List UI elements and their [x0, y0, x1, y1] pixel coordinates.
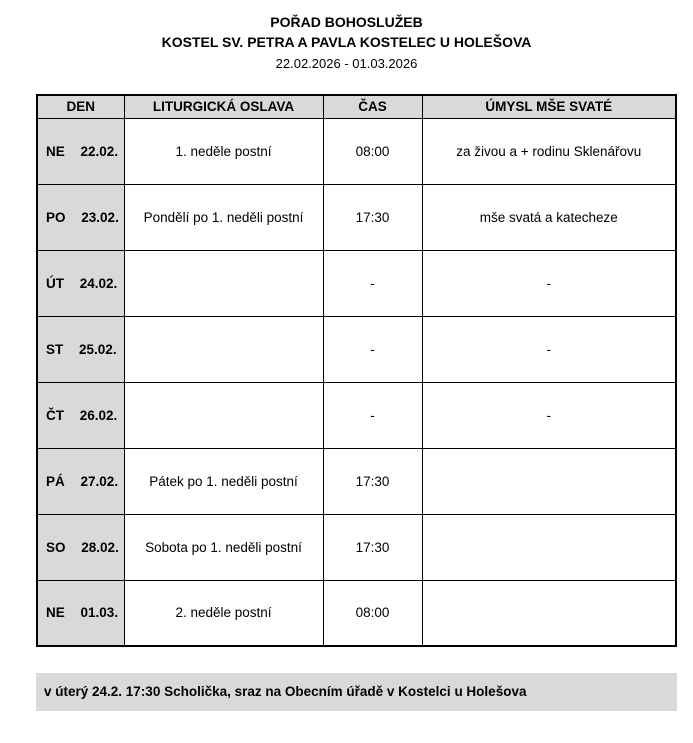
day-abbr: NE: [46, 143, 65, 159]
celebration-cell: Pátek po 1. neděli postní: [124, 448, 323, 514]
day-abbr: ČT: [46, 407, 64, 423]
day-date: 23.02.: [81, 209, 119, 225]
celebration-cell: Sobota po 1. neděli postní: [124, 514, 323, 580]
day-cell: [37, 382, 124, 448]
intention-cell: [422, 580, 676, 646]
table-row: [37, 382, 676, 448]
column-header-den: DEN: [37, 95, 124, 118]
time-cell: -: [323, 316, 422, 382]
day-abbr: SO: [46, 539, 66, 555]
time-cell: 17:30: [323, 514, 422, 580]
document-header: [0, 0, 693, 73]
celebration-cell: 2. neděle postní: [124, 580, 323, 646]
day-abbr: NE: [46, 605, 65, 621]
celebration-cell: Pondělí po 1. neděli postní: [124, 184, 323, 250]
day-date: 27.02.: [80, 473, 119, 489]
table-row: [37, 580, 676, 646]
schedule-table: [36, 94, 677, 647]
table-header-row: [37, 95, 676, 118]
time-cell: 08:00: [323, 118, 422, 184]
day-cell: [37, 184, 124, 250]
intention-cell: mše svatá a katecheze: [422, 184, 676, 250]
day-cell: [37, 580, 124, 646]
time-cell: -: [323, 382, 422, 448]
intention-cell: [422, 514, 676, 580]
table-row: [37, 250, 676, 316]
celebration-cell: [124, 382, 323, 448]
table-row: [37, 448, 676, 514]
time-cell: 17:30: [323, 184, 422, 250]
intention-cell: -: [422, 316, 676, 382]
day-cell: [37, 250, 124, 316]
date-range: 22.02.2026 - 01.03.2026: [275, 56, 418, 72]
page-subtitle: KOSTEL SV. PETRA A PAVLA KOSTELEC U HOLEŠOVA: [161, 33, 532, 50]
table-row: [37, 118, 676, 184]
celebration-cell: [124, 316, 323, 382]
day-date: 01.03.: [80, 605, 119, 621]
day-date: 22.02.: [80, 143, 119, 159]
page-title: POŘAD BOHOSLUŽEB: [270, 14, 423, 30]
column-header-cas: ČAS: [323, 95, 422, 118]
day-cell: [37, 118, 124, 184]
time-cell: -: [323, 250, 422, 316]
day-date: 24.02.: [79, 275, 118, 291]
table-row: [37, 184, 676, 250]
time-cell: 08:00: [323, 580, 422, 646]
day-cell: [37, 316, 124, 382]
day-cell: [37, 514, 124, 580]
celebration-cell: [124, 250, 323, 316]
table-row: [37, 514, 676, 580]
day-date: 26.02.: [79, 407, 118, 423]
intention-cell: [422, 448, 676, 514]
day-abbr: ST: [46, 341, 64, 357]
celebration-cell: 1. neděle postní: [124, 118, 323, 184]
intention-cell: -: [422, 250, 676, 316]
table-row: [37, 316, 676, 382]
day-abbr: PO: [46, 209, 66, 225]
day-date: 28.02.: [81, 539, 119, 555]
time-cell: 17:30: [323, 448, 422, 514]
column-header-umysl: ÚMYSL MŠE SVATÉ: [422, 95, 676, 118]
intention-cell: za živou a + rodinu Sklenářovu: [422, 118, 676, 184]
day-cell: [37, 448, 124, 514]
day-date: 25.02.: [79, 341, 117, 357]
intention-cell: -: [422, 382, 676, 448]
day-abbr: ÚT: [46, 275, 64, 291]
footer-note: v úterý 24.2. 17:30 Scholička, sraz na Obecním úřadě v Kostelci u Holešova: [36, 673, 677, 711]
column-header-liturgicka-oslava: LITURGICKÁ OSLAVA: [124, 95, 323, 118]
day-abbr: PÁ: [46, 473, 65, 489]
